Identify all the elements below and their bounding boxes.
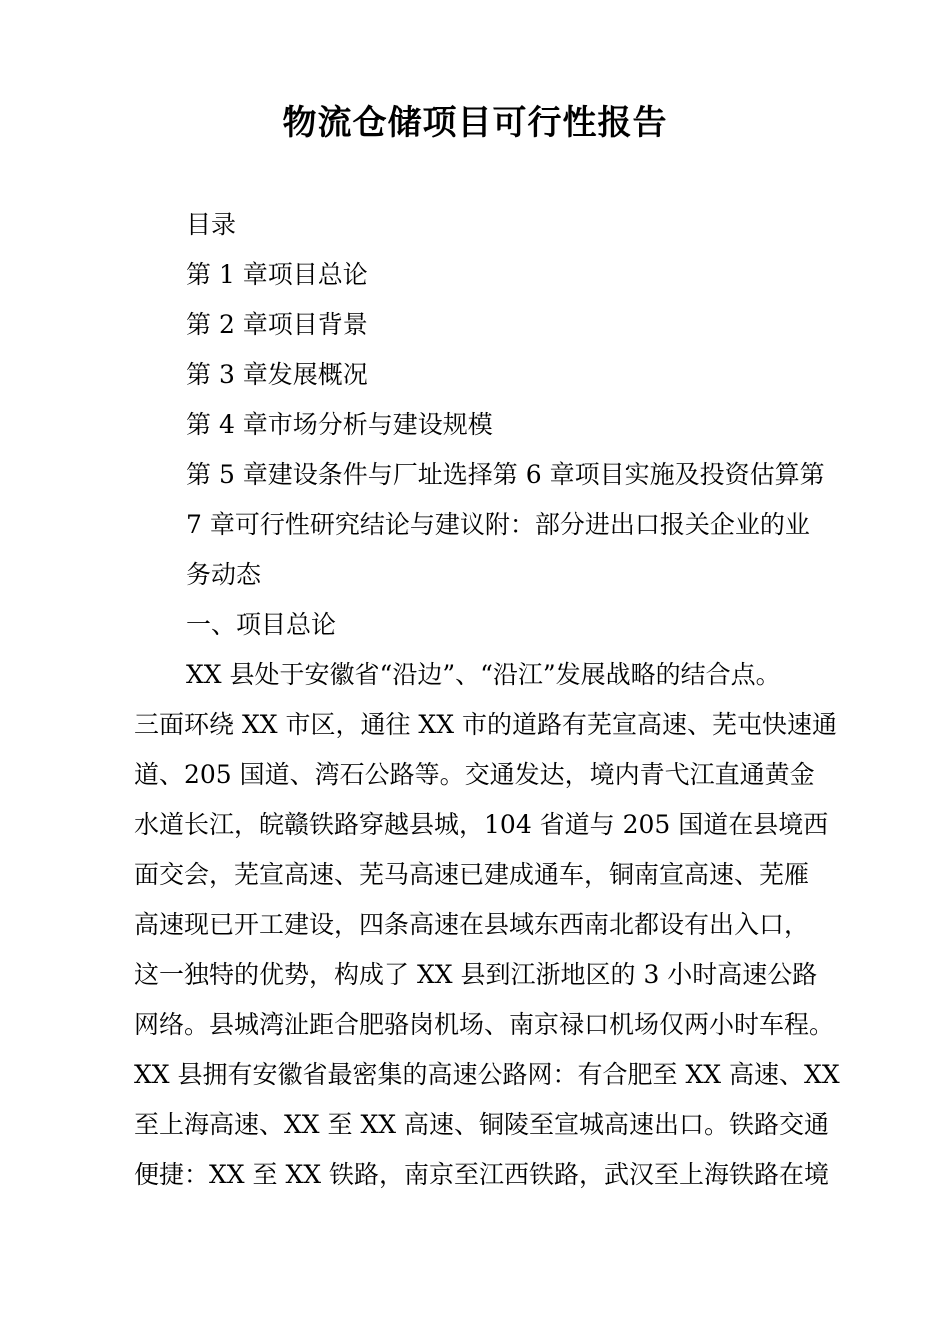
paragraph-line: 三面环绕 XX 市区，通往 XX 市的道路有芜宣高速、芜屯快速通 — [134, 710, 837, 739]
toc-chapter-1: 第 1 章项目总论 — [186, 260, 368, 289]
toc-chapter-2: 第 2 章项目背景 — [186, 310, 368, 339]
toc-chapter-4: 第 4 章市场分析与建设规模 — [186, 410, 493, 439]
toc-heading: 目录 — [186, 210, 237, 239]
paragraph-line: XX 县拥有安徽省最密集的高速公路网：有合肥至 XX 高速、XX — [134, 1060, 840, 1089]
paragraph-line: 道、205 国道、湾石公路等。交通发达，境内青弋江直通黄金 — [134, 760, 815, 789]
document-title: 物流仓储项目可行性报告 — [282, 103, 668, 143]
paragraph-line: 便捷：XX 至 XX 铁路，南京至江西铁路，武汉至上海铁路在境 — [134, 1160, 830, 1189]
section-heading: 一、项目总论 — [186, 610, 337, 639]
paragraph-line: 水道长江，皖赣铁路穿越县城，104 省道与 205 国道在县境西 — [134, 810, 829, 839]
toc-chapter-3: 第 3 章发展概况 — [186, 360, 368, 389]
paragraph-line: 网络。县城湾沚距合肥骆岗机场、南京禄口机场仅两小时车程。 — [134, 1010, 835, 1039]
paragraph-line: 面交会，芜宣高速、芜马高速已建成通车，铜南宣高速、芜雁 — [134, 860, 810, 889]
paragraph-line: XX 县处于安徽省“沿边”、“沿江”发展战略的结合点。 — [186, 660, 781, 689]
toc-chapter-5-6: 第 5 章建设条件与厂址选择第 6 章项目实施及投资估算第 — [186, 460, 825, 489]
table-of-contents — [186, 200, 836, 650]
paragraph-line: 高速现已开工建设，四条高速在县域东西南北都设有出入口， — [134, 910, 810, 939]
paragraph-line: 这一独特的优势，构成了 XX 县到江浙地区的 3 小时高速公路 — [134, 960, 818, 989]
toc-appendix-continued: 务动态 — [186, 560, 262, 589]
toc-chapter-7: 7 章可行性研究结论与建议附：部分进出口报关企业的业 — [186, 510, 810, 539]
paragraph-line: 至上海高速、XX 至 XX 高速、铜陵至宣城高速出口。铁路交通 — [134, 1110, 830, 1139]
body-paragraph — [134, 650, 850, 1200]
